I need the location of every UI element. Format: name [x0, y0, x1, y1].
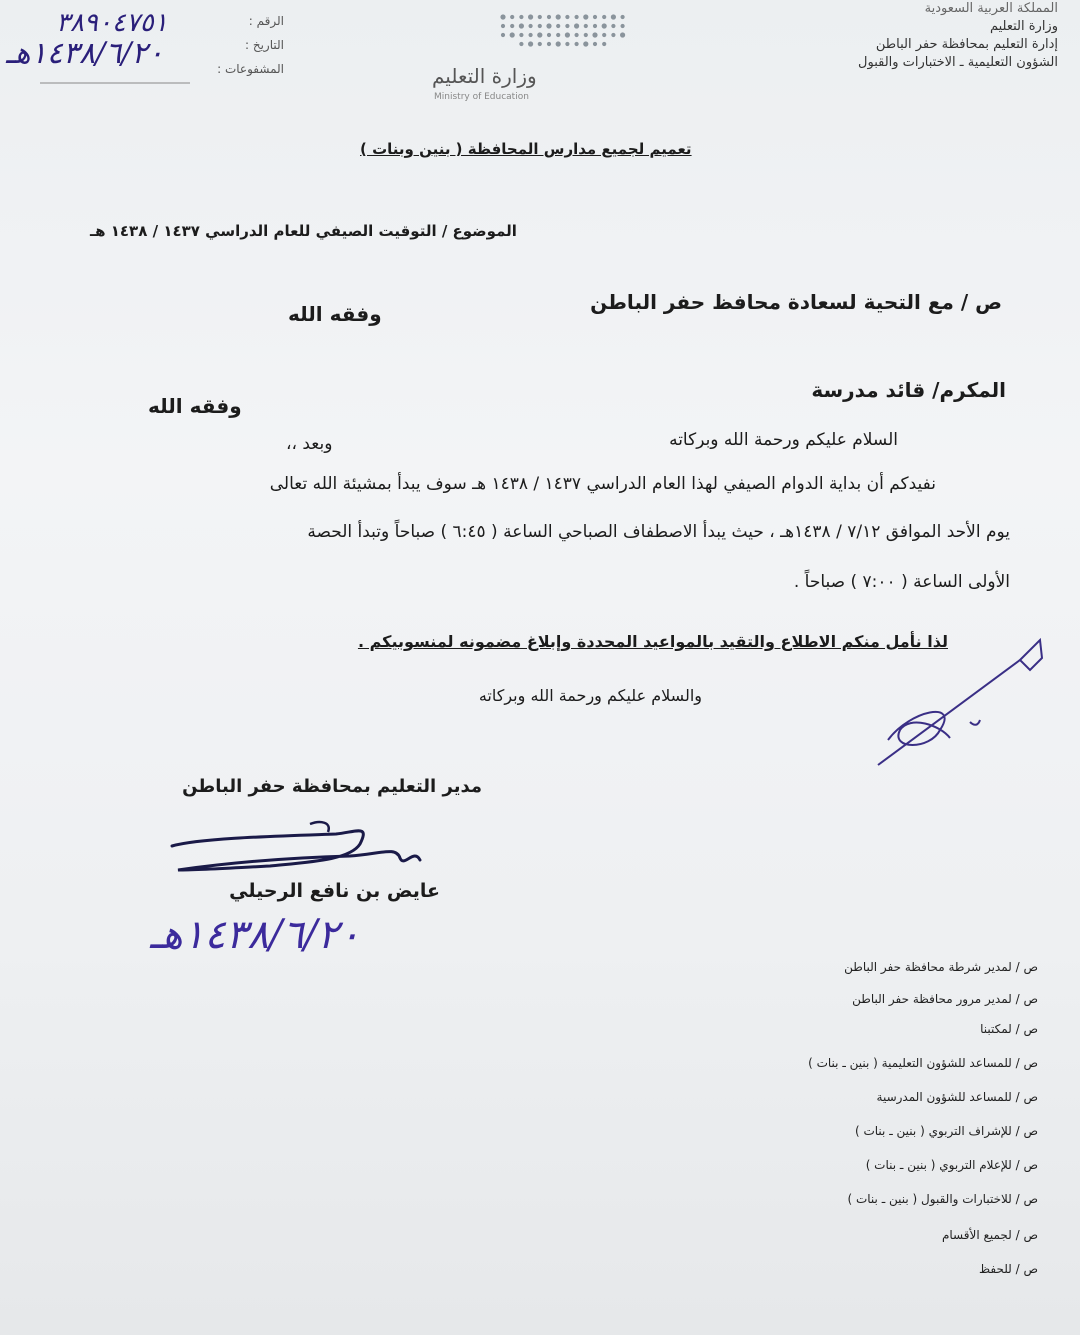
signature-mark — [160, 818, 430, 882]
addressee-governor: ص / مع التحية لسعادة محافظ حفر الباطن — [590, 290, 1002, 314]
signatory-title: مدير التعليم بمحافظة حفر الباطن — [182, 776, 482, 797]
ref-date-label: التاريخ : — [244, 38, 284, 52]
logo-dot — [621, 24, 625, 28]
logo-dot — [565, 42, 569, 46]
cc-item: ص / لمدير مرور محافظة حفر الباطن — [852, 992, 1038, 1006]
ref-number-label: الرقم : — [248, 14, 284, 28]
ref-number-value: ٣٨٩٠٤٧٥١ — [56, 8, 168, 38]
logo-dot — [620, 32, 625, 37]
logo-dot — [593, 42, 597, 46]
logo-dot — [602, 33, 606, 37]
logo-dot — [547, 33, 551, 37]
org-header — [858, 0, 1058, 72]
request-line: لذا نأمل منكم الاطلاع والتقيد بالمواعيد المحددة وإبلاغ مضمونه لمنسوبيكم . — [357, 632, 948, 651]
ref-date-value: ١٤٣٨/٦/٢٠هـ — [6, 36, 164, 71]
org-line-section: الشؤون التعليمية ـ الاختبارات والقبول — [858, 55, 1058, 70]
ref-attachments-label: المشفوعات : — [217, 62, 284, 76]
logo-dot — [575, 33, 579, 37]
logo-dot — [565, 15, 569, 19]
logo-dot — [593, 15, 597, 19]
logo-dot — [593, 24, 597, 28]
body-line-3: الأولى الساعة ( ٧:٠٠ ) صباحاً . — [793, 572, 1010, 592]
logo-dot — [583, 41, 588, 46]
logo-dot — [611, 14, 616, 19]
logo-dot — [537, 32, 542, 37]
logo-dot — [575, 42, 579, 46]
logo-dot — [583, 14, 588, 19]
logo-dot — [519, 42, 523, 46]
logo-dot — [528, 14, 533, 19]
circular-title: تعميم لجميع مدارس المحافظة ( بنين وبنات ) — [360, 140, 692, 158]
subject-line: الموضوع / التوقيت الصيفي للعام الدراسي ١٤٣٧ / ١٤٣٨ هـ — [90, 222, 517, 240]
logo-dot — [592, 32, 597, 37]
cc-item: ص / لمدير شرطة محافظة حفر الباطن — [844, 960, 1038, 974]
cc-item: ص / للمساعد للشؤون المدرسية — [876, 1090, 1038, 1104]
margin-note-mark — [870, 630, 1060, 770]
logo-dot — [500, 14, 505, 19]
logo-dot — [556, 14, 561, 19]
logo-dot — [574, 23, 579, 28]
logo-dot — [538, 42, 542, 46]
ministry-logo-icon — [498, 12, 630, 52]
logo-dot — [602, 42, 606, 46]
logo-dot — [510, 15, 514, 19]
cc-item: ص / للاختبارات والقبول ( بنين ـ بنات ) — [847, 1192, 1038, 1206]
addressee-school-leader: المكرم/ قائد مدرسة — [811, 378, 1006, 402]
logo-dot — [547, 15, 551, 19]
logo-dot — [519, 15, 523, 19]
cc-item: ص / للإعلام التربوي ( بنين ـ بنات ) — [865, 1158, 1038, 1172]
logo-dot — [519, 23, 524, 28]
org-line-ministry: وزارة التعليم — [989, 19, 1058, 34]
logo-dot — [510, 24, 514, 28]
body-line-1: نفيدكم أن بداية الدوام الصيفي لهذا العام الدراسي ١٤٣٧ / ١٤٣٨ هـ سوف يبدأ بمشيئة الله تعالى — [269, 474, 936, 494]
logo-name-english: Ministry of Education — [434, 92, 529, 102]
signature-handwritten-date: ١٤٣٨/٦/٢٠هـ — [150, 912, 361, 958]
logo-dot — [602, 23, 607, 28]
cc-item: ص / لجميع الأقسام — [941, 1228, 1038, 1242]
logo-dot — [501, 33, 505, 37]
logo-dot — [546, 23, 551, 28]
logo-dot — [501, 24, 505, 28]
signatory-name: عايض بن نافع الرحيلي — [229, 880, 440, 902]
body-line-2: يوم الأحد الموافق ٧/١٢ / ١٤٣٨هـ ، حيث يبدأ الاصطفاف الصباحي الساعة ( ٦:٤٥ ) صباحاً وتبدأ الحصة — [307, 522, 1010, 542]
logo-dot — [538, 24, 542, 28]
logo-dot — [529, 24, 533, 28]
logo-dot — [602, 15, 606, 19]
logo-dot — [584, 24, 588, 28]
cc-item: ص / للإشراف التربوي ( بنين ـ بنات ) — [854, 1124, 1038, 1138]
logo-dot — [538, 15, 542, 19]
logo-dot — [510, 32, 515, 37]
greeting-salam: السلام عليكم ورحمة الله وبركاته — [669, 430, 898, 450]
addressee-governor-blessing: وفقه الله — [288, 302, 382, 326]
logo-dot — [556, 41, 561, 46]
logo-dot — [519, 33, 523, 37]
ministry-logo — [430, 12, 630, 102]
org-line-department: إدارة التعليم بمحافظة حفر الباطن — [875, 37, 1058, 52]
greeting-after: وبعد ،، — [286, 434, 333, 454]
logo-dot — [556, 24, 560, 28]
logo-dot — [611, 33, 615, 37]
addressee-school-blessing: وفقه الله — [148, 394, 242, 418]
logo-dot — [611, 24, 615, 28]
org-line-kingdom: المملكة العربية السعودية — [924, 1, 1058, 16]
logo-dot — [575, 15, 579, 19]
cc-item: ص / للمساعد للشؤون التعليمية ( بنين ـ بنات ) — [808, 1056, 1038, 1070]
ref-underline — [40, 80, 190, 86]
reference-block — [0, 8, 300, 88]
logo-dot — [584, 33, 588, 37]
logo-dot — [565, 24, 569, 28]
cc-item: ص / للحفظ — [978, 1262, 1038, 1276]
cc-item: ص / لمكتبنا — [980, 1022, 1038, 1036]
logo-dot — [547, 42, 551, 46]
logo-dot — [621, 15, 625, 19]
logo-dot — [529, 33, 533, 37]
logo-dot — [556, 33, 560, 37]
logo-dot — [528, 41, 533, 46]
closing-salam: والسلام عليكم ورحمة الله وبركاته — [478, 686, 702, 705]
logo-name-arabic: وزارة التعليم — [432, 64, 537, 88]
logo-dot — [565, 32, 570, 37]
